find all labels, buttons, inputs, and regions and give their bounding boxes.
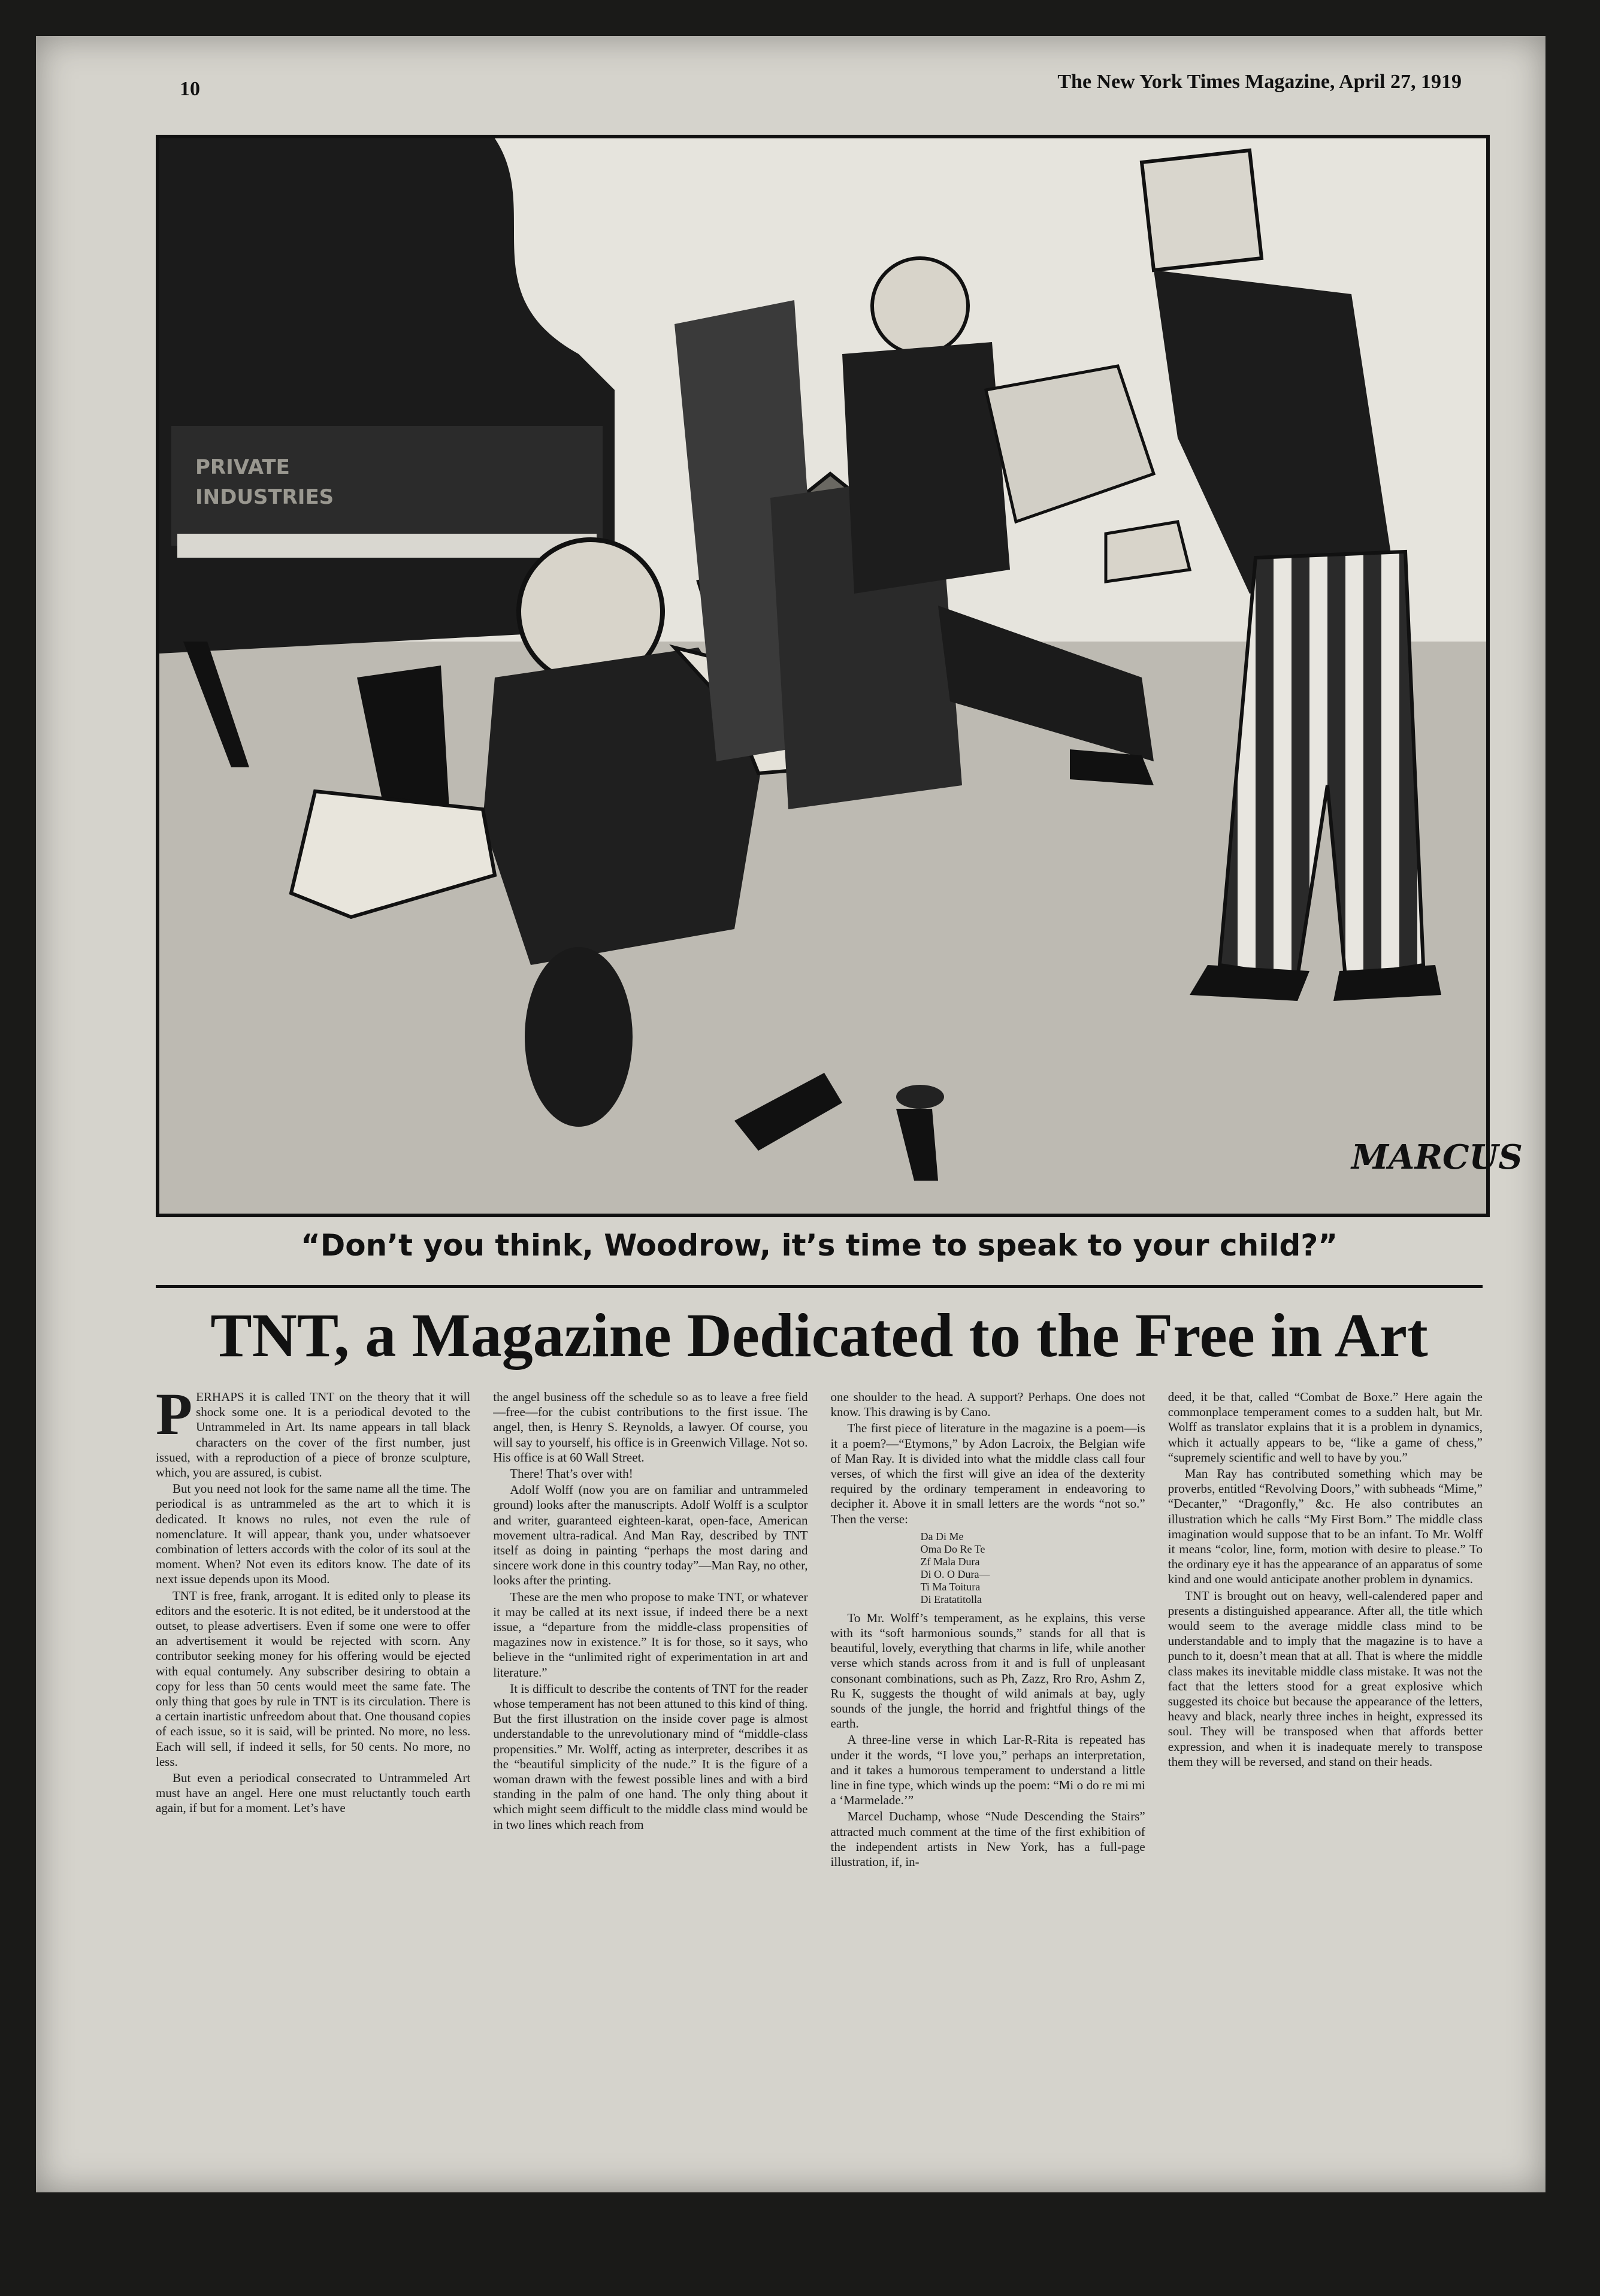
paragraph: Adolf Wolff (now you are on familiar and untrammeled ground) looks after the manuscripts. Adolf Wolff is a sculptor and writer, guaranteed eighteen-karat, open-face, American movement ultra-radical. And Man Ray, described by TNT itself as doing in painting “perhaps the most daring and sincere work done in this country today”—Man Ray, no other, looks after the printing. — [493, 1483, 808, 1588]
paragraph: A three-line verse in which Lar-R-Rita is repeated has under it the words, “I love you,” perhaps an interpretation, and it takes a humorous temperament to understand a little line in fine type, which winds up the poem: “Mi o do re mi mi a ‘Marmelade.’” — [830, 1732, 1145, 1808]
paragraph: TNT is free, frank, arrogant. It is edited only to please its editors and the esoteric. It is not edited, be it understood at the outset, to please advertisers. Even if some one were to offer an advertisement it would be rejected with scorn. Any contributor seeking money for his offering would be ejected with equal contumely. Any subscriber desiring to obtain a copy for less than 50 cents would meet the same fate. The only thing that goes by rule in TNT is its circulation. There is a certain inartistic unfreedom about that. One thousand copies of each issue, so it is said, will be printed. No more, no less. Each will sell, if indeed it sells, for 50 cents. No more, no less. — [156, 1588, 471, 1769]
verse-line: Da Di Me — [920, 1530, 964, 1542]
newspaper-page — [36, 36, 1545, 2192]
paragraph-text: ERHAPS it is called TNT on the theory that it will shock some one. It is a periodical devoted to the Untrammeled in Art. Its name appears in tall black characters on the cover of the first number, just issued, with a reproduction of a piece of bronze sculpture, which, you are assured, is cubist. — [156, 1390, 471, 1480]
poem-verse — [831, 1530, 1145, 1606]
column-3 — [831, 1390, 1145, 2192]
paragraph: To Mr. Wolff’s temperament, as he explains, this verse with its “soft harmonious sounds,” stands for all that is beautiful, lovely, everything that charms in life, while another verse which stands across from it and is full of unpleasant consonant combinations, such as Ph, Zazz, Rro Rro, Ashm Z, Ru K, suggests the thought of wild animals at bay, ugly sounds of the jungle, the horrid and frightful things of the earth. — [830, 1610, 1145, 1731]
paragraph: There! That’s over with! — [510, 1466, 633, 1481]
article-body — [156, 1381, 1483, 2192]
horizontal-rule — [156, 1285, 1483, 1288]
cartoon-caption: “Don’t you think, Woodrow, it’s time to speak to your child?” — [300, 1228, 1338, 1263]
column-1 — [156, 1381, 471, 2192]
paragraph: Marcel Duchamp, whose “Nude Descending the Stairs” attracted much comment at the time of the first exhibition of the independent artists in New York, has a full-page illustration, if, in- — [830, 1809, 1145, 1870]
paragraph: These are the men who propose to make TNT, or whatever it may be called at its next issue, if indeed there be a next issue, a “departure from the middle-class propensities of magazines now in existence.” It is for those, so it says, who believe in the “unlimited right of experimentation in art and literature.” — [493, 1589, 808, 1680]
piano-lettering-1: PRIVATE — [195, 455, 290, 479]
running-head: The New York Times Magazine, April 27, 1919 — [1057, 71, 1462, 93]
cartoon-drawing — [159, 138, 1523, 1214]
paragraph: It is difficult to describe the contents of TNT for the reader whose temperament has not been attuned to this kind of thing. But the first illustration on the inside cover page is almost understandable to the unrevolutionary mind of “middle-class propensities.” Mr. Wolff, acting as interpreter, describes it as the “beautiful simplicity of the nude.” It is the figure of a woman drawn with the fewest possible lines and with a bird standing in the palm of one hand. The only thing about it which might seem difficult to the middle class mind would be in two lines which reach from — [493, 1681, 808, 1832]
paragraph: TNT is brought out on heavy, well-calendered paper and presents a distinguished appearance. After all, the title which would seem to the average middle class mind to be understandable and to imply that the magazine is to have a punch to it, doesn’t mean that at all. That is where the middle class makes its inevitable middle class mistake. It was not the fact that the letters stood for a great explosive which suggested its choice but because the appearance of the letters, heavy and black, nearly three inches in height, expressed its soul. They will be transposed when that affords better expression, and when it is inadequate merely to transpose them they will be reversed, and stand on their heads. — [1168, 1588, 1483, 1769]
verse-line: Oma Do Re Te — [920, 1542, 985, 1555]
paragraph — [156, 1381, 471, 1480]
verse-line: Zf Mala Dura — [920, 1555, 980, 1568]
editorial-cartoon — [156, 135, 1523, 1217]
drop-cap: P — [156, 1381, 193, 1447]
column-4 — [1168, 1390, 1483, 2192]
verse-line: Di Eratatitolla — [920, 1593, 982, 1605]
paragraph: But even a periodical consecrated to Untrammeled Art must have an angel. Here one must reluctantly touch earth again, if but for a moment. Let’s have — [156, 1771, 471, 1816]
page-number: 10 — [180, 78, 200, 100]
verse-line: Di O. O Dura— — [920, 1568, 990, 1580]
paragraph: deed, it be that, called “Combat de Boxe.” Here again the commonplace temperament comes to a sudden halt, but Mr. Wolff as translator explains that it is a problem in dynamics, which it actually appears to be, “like a game of chess,” “supremely scientific and well to have by you.” — [1168, 1390, 1483, 1465]
paragraph: The first piece of literature in the magazine is a poem—is it a poem?—“Etymons,” by Adon Lacroix, the Belgian wife of Man Ray. It is divided into what the middle class call four verses, of which the first will give an idea of the dexterity required by the ordinary temperament in endeavoring to decipher it. Above it in small letters are the words “not so.” Then the verse: — [830, 1421, 1145, 1526]
paragraph: one shoulder to the head. A support? Perhaps. One does not know. This drawing is by Cano. — [830, 1390, 1145, 1420]
artist-signature: MARCUS — [1351, 1138, 1523, 1177]
paragraph: But you need not look for the same name all the time. The periodical is as untrammeled as the art to which it is dedicated. It knows no rules, not even the rule of nomenclature. It will appear, thank you, under whatsoever combination of letters accords with the color of its soul at the moment. When? Not even its editors know. The date of its next issue depends upon its Mood. — [156, 1481, 471, 1587]
verse-line: Ti Ma Toitura — [920, 1580, 981, 1593]
piano-lettering-2: INDUSTRIES — [195, 485, 334, 509]
paragraph: Man Ray has contributed something which may be proverbs, entitled “Revolving Doors,” with subheads “Mime,” “Decanter,” “Dragonfly,” &c. He also contributes an illustration which he calls “My First Born.” The middle class imagination would suppose that to be an infant. To Mr. Wolff it means “color, line, form, motion with desire to please.” To the ordinary eye it has the appearance of an apparatus of some kind and one would anticipate another problem in dynamics. — [1168, 1466, 1483, 1587]
column-2 — [493, 1390, 807, 2192]
paragraph: the angel business off the schedule so as to leave a free field—free—for the cubist contributions to the first issue. The angel, then, is Henry S. Reynolds, a lawyer. Of course, you will say to yourself, his office is in Greenwich Village. Not so. His office is at 60 Wall Street. — [493, 1390, 808, 1465]
article-headline: TNT, a Magazine Dedicated to the Free in Art — [210, 1301, 1428, 1370]
